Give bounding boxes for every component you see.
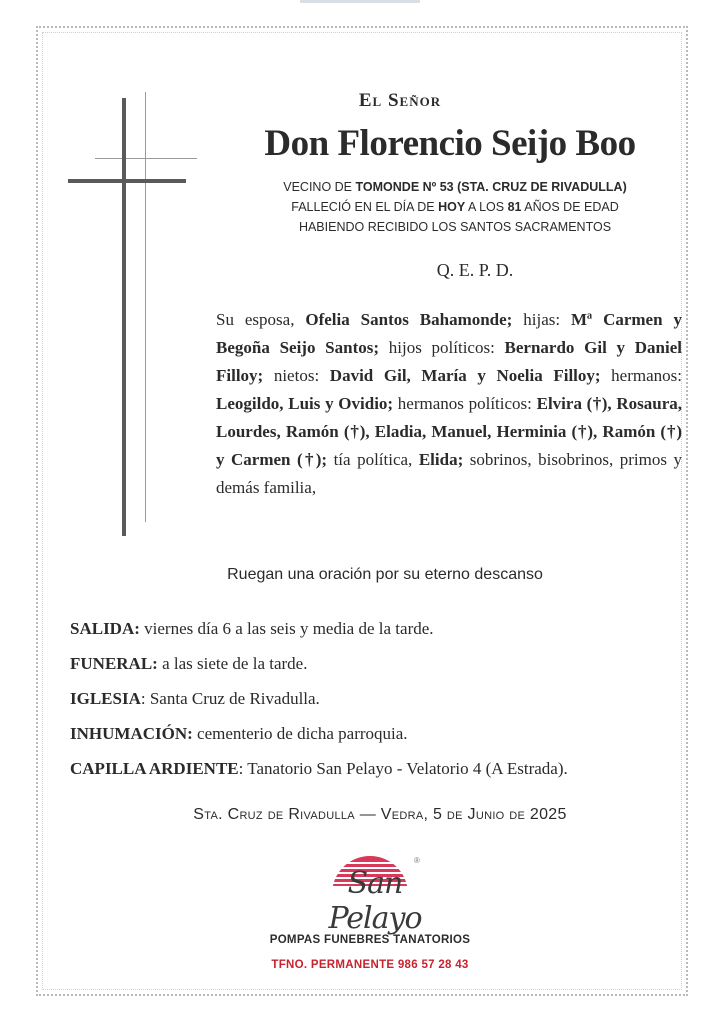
detail-row [70, 653, 690, 688]
family-relation: sobrinos, bisobrinos, primos y demás familia, [216, 450, 682, 497]
family-relation: hijos políticos: [379, 338, 505, 357]
detail-label: INHUMACIÓN: [70, 724, 193, 743]
detail-text: : Santa Cruz de Rivadulla. [140, 689, 320, 708]
detail-row [70, 758, 690, 793]
detail-text: a las siete de la tarde. [157, 654, 308, 673]
detail-label: SALIDA: [70, 619, 140, 638]
qepd: Q. E. P. D. [436, 260, 514, 280]
deceased-name: Don Florencio Seijo Boo [264, 123, 636, 164]
detail-label: IGLESIA [70, 689, 141, 708]
family-relation: nietos: [263, 366, 330, 385]
detail-text: viernes día 6 a las seis y media de la tarde. [139, 619, 434, 638]
place-date: Sta. Cruz de Rivadulla — Vedra, 5 de Junio de 2025 [193, 806, 567, 823]
family-relation: Su esposa, [216, 310, 306, 329]
registered-mark: ® [414, 856, 420, 865]
service-details [70, 618, 690, 793]
family-names: David Gil, María y Noelia Filloy; [329, 366, 601, 385]
title-honorific: El Señor [358, 90, 442, 111]
family-names: Elida; [418, 450, 464, 469]
family-relation: hermanos: [600, 366, 682, 385]
family-paragraph [216, 306, 682, 502]
deceased-info [235, 177, 675, 237]
family-names: Leogildo, Luis y Ovidio; [216, 394, 394, 413]
detail-row [70, 618, 690, 653]
family-names: Bernardo Gil y Daniel Filloy; [216, 338, 682, 385]
family-relation: hijas: [512, 310, 572, 329]
info-line-2: FALLECIÓ EN EL DÍA DE HOY A LOS 81 AÑOS DE EDAD [291, 200, 619, 214]
info-line-3: HABIENDO RECIBIDO LOS SANTOS SACRAMENTOS [298, 220, 612, 234]
detail-text: cementerio de dicha parroquia. [192, 724, 408, 743]
detail-text: : Tanatorio San Pelayo - Velatorio 4 (A Estrada). [238, 759, 568, 778]
family-relation: hermanos políticos: [393, 394, 537, 413]
decorative-border-inner [42, 32, 682, 990]
prayer-request: Ruegan una oración por su eterno descanso [227, 566, 543, 583]
detail-row [70, 723, 690, 758]
detail-label: CAPILLA ARDIENTE [70, 759, 239, 778]
family-names: Ofelia Santos Bahamonde; [305, 310, 513, 329]
family-relation: tía política, [327, 450, 419, 469]
family-names: Mª Carmen y Begoña Seijo Santos; [216, 310, 682, 357]
family-names: Elvira (†), Rosaura, Lourdes, Ramón (†), Eladia, Manuel, Herminia (†), Ramón (†) y Carmen (†); [216, 394, 683, 469]
detail-row [70, 688, 690, 723]
top-edge-line [300, 0, 420, 3]
company-tagline: POMPAS FUNEBRES TANATORIOS [269, 934, 471, 946]
phone-number: TFNO. PERMANENTE 986 57 28 43 [271, 959, 469, 971]
detail-label: FUNERAL: [70, 654, 158, 673]
info-line-1: VECINO DE TOMONDE Nº 53 (STA. CRUZ DE RIVADULLA) [283, 180, 627, 194]
logo-text: San Pelayo [328, 866, 422, 936]
